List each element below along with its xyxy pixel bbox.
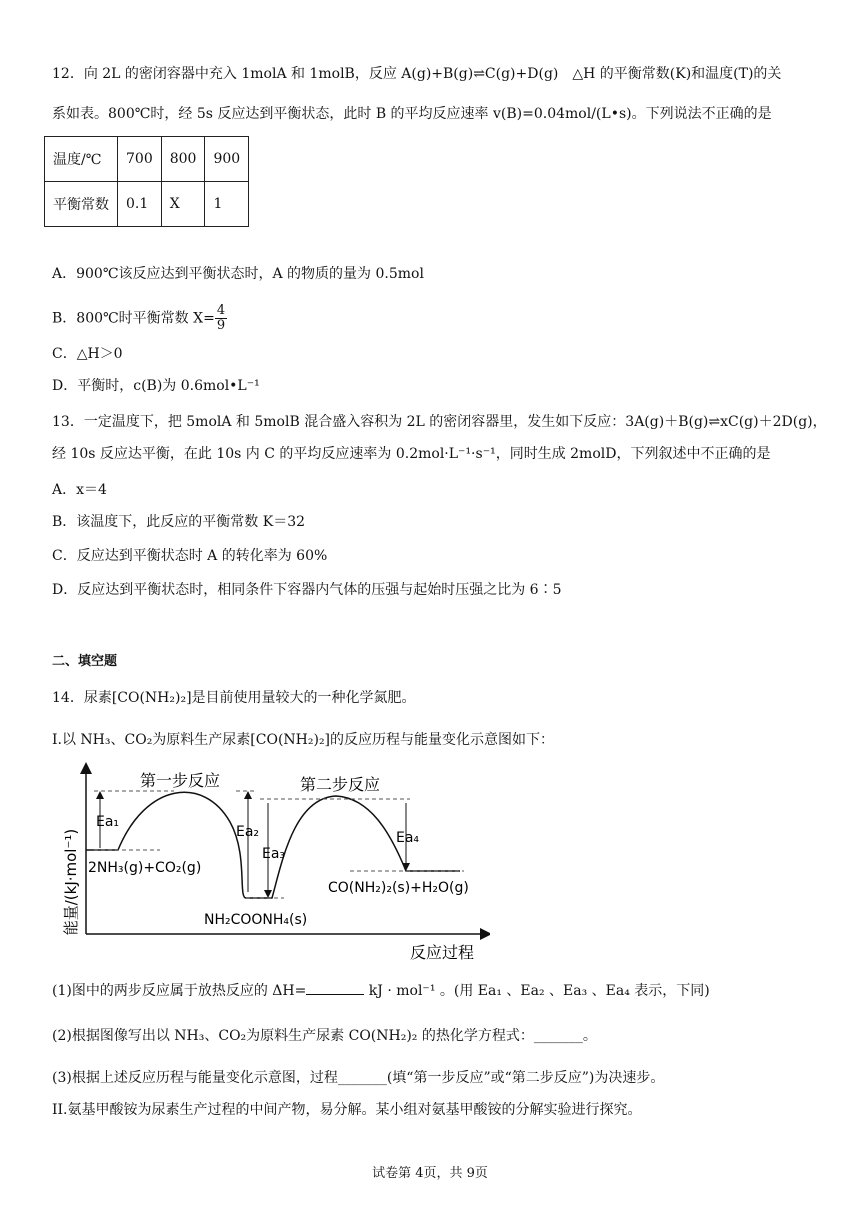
reactants-label: 2NH₃(g)+CO₂(g) xyxy=(88,860,202,876)
fraction-denominator: 9 xyxy=(216,318,226,333)
q13-stem-line2: 经 10s 反应达平衡，在此 10s 内 C 的平均反应速率为 0.2mol·L⁻¹·s⁻¹，同时生成 2molD，下列叙述中不正确的是 xyxy=(52,446,771,462)
q14-sub1-suffix: kJ · mol⁻¹ 。(用 Ea₁ 、Ea₂ 、Ea₃ 、Ea₄ 表示，下同) xyxy=(368,983,710,999)
answer-blank[interactable] xyxy=(306,980,364,995)
q12-option-a: A．900℃该反应达到平衡状态时，A 的物质的量为 0.5mol xyxy=(52,266,424,282)
table-cell: 700 xyxy=(118,137,162,182)
ea3-label: Ea₃ xyxy=(262,846,286,862)
step2-label: 第二步反应 xyxy=(300,775,381,794)
section-heading: 二、填空题 xyxy=(52,654,118,669)
q14-intro: 14．尿素[CO(NH₂)₂]是目前使用量较大的一种化学氮肥。 xyxy=(52,690,416,706)
equilibrium-table xyxy=(44,136,249,227)
q13-option-b: B．该温度下，此反应的平衡常数 K＝32 xyxy=(52,514,306,530)
q14-sub3: (3)根据上述反应历程与能量变化示意图，过程_______(填“第一步反应”或“第二步反应”)为决速步。 xyxy=(52,1070,665,1086)
q14-part2: II.氨基甲酸铵为尿素生产过程的中间产物，易分解。某小组对氨基甲酸铵的分解实验进行探究。 xyxy=(52,1102,642,1118)
q12-option-d: D．平衡时，c(B)为 0.6mol•L⁻¹ xyxy=(52,378,260,394)
step1-label: 第一步反应 xyxy=(140,771,221,790)
table-cell: 0.1 xyxy=(118,182,162,227)
table-row xyxy=(45,182,249,227)
q14-part1: I.以 NH₃、CO₂为原料生产尿素[CO(NH₂)₂]的反应历程与能量变化示意图如下： xyxy=(52,732,555,748)
fraction-numerator: 4 xyxy=(216,303,226,318)
q14-sub1 xyxy=(52,980,710,1001)
q14-sub2: (2)根据图像写出以 NH₃、CO₂为原料生产尿素 CO(NH₂)₂ 的热化学方程式：_______。 xyxy=(52,1028,597,1044)
q12-option-c: C．△H＞0 xyxy=(52,346,123,362)
table-cell: 温度/℃ xyxy=(45,137,118,182)
ea2-label: Ea₂ xyxy=(236,824,260,840)
fraction xyxy=(215,304,227,333)
y-axis-label: 能量/(kJ·mol⁻¹) xyxy=(62,828,80,936)
q12-stem-line2: 系如表。800℃时，经 5s 反应达到平衡状态，此时 B 的平均反应速率 v(B)=0.04mol/(L•s)。下列说法不正确的是 xyxy=(52,106,772,122)
q12-option-b xyxy=(52,304,227,333)
table-cell: 1 xyxy=(205,182,249,227)
intermediate-label: NH₂COONH₄(s) xyxy=(204,912,308,928)
q12-stem-line1: 12．向 2L 的密闭容器中充入 1molA 和 1molB，反应 A(g)+B(g)⇌C(g)+D(g) △H 的平衡常数(K)和温度(T)的关 xyxy=(52,66,782,82)
energy-diagram xyxy=(50,762,490,970)
q13-option-d: D．反应达到平衡状态时，相同条件下容器内气体的压强与起始时压强之比为 6∶5 xyxy=(52,582,562,598)
q13-option-c: C．反应达到平衡状态时 A 的转化率为 60% xyxy=(52,548,328,564)
table-row xyxy=(45,137,249,182)
q14-sub1-prefix: (1)图中的两步反应属于放热反应的 ΔH= xyxy=(52,983,307,999)
table-cell: 平衡常数 xyxy=(45,182,118,227)
q12-option-b-prefix: B．800℃时平衡常数 X= xyxy=(52,310,215,327)
table-cell: 800 xyxy=(161,137,205,182)
table-cell: X xyxy=(161,182,205,227)
q13-option-a: A．x＝4 xyxy=(52,482,107,498)
page-footer: 试卷第 4页，共 9页 xyxy=(372,1166,488,1181)
q13-stem-line1: 13．一定温度下，把 5molA 和 5molB 混合盛入容积为 2L 的密闭容器里，发生如下反应：3A(g)＋B(g)⇌xC(g)＋2D(g)， xyxy=(52,414,827,430)
x-axis-label: 反应过程 xyxy=(409,943,475,962)
ea1-label: Ea₁ xyxy=(96,814,120,830)
ea4-label: Ea₄ xyxy=(396,830,420,846)
table-cell: 900 xyxy=(205,137,249,182)
products-label: CO(NH₂)₂(s)+H₂O(g) xyxy=(328,880,469,896)
